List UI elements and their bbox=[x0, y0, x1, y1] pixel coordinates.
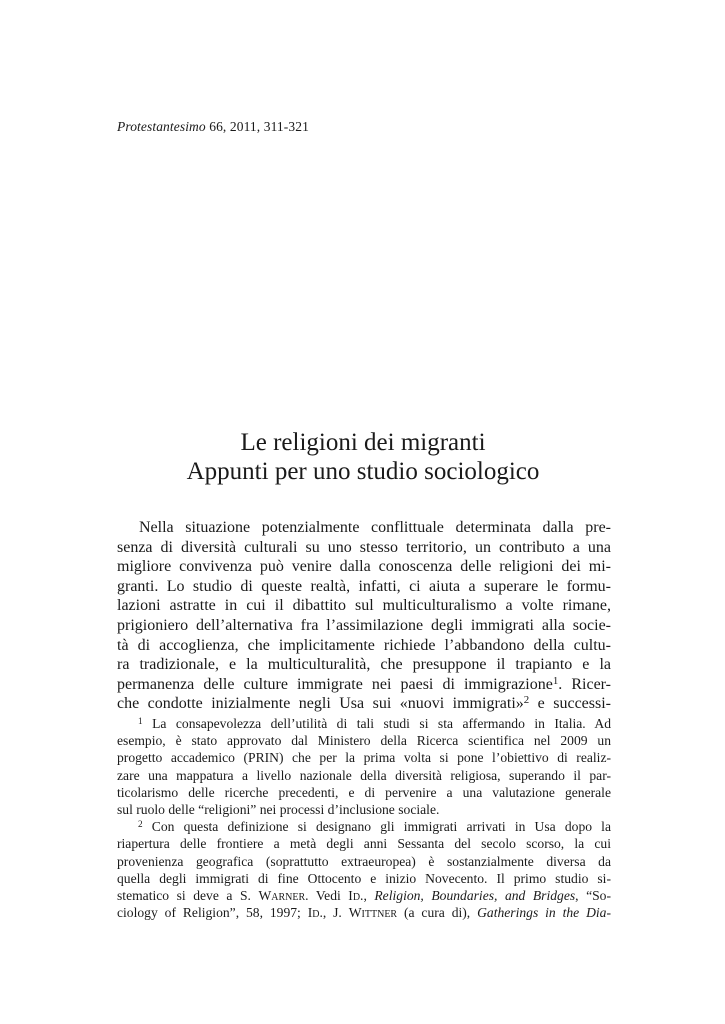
body-line: lazioni astratte in cui il dibattito sul multiculturalismo a volte rimane, bbox=[117, 597, 611, 615]
author-name: Wittner bbox=[348, 905, 398, 921]
running-header bbox=[117, 119, 309, 135]
footnote-text: ciology of Religion”, 58, 1997; bbox=[117, 905, 308, 921]
footnote-line bbox=[117, 904, 611, 921]
footnote-1 bbox=[117, 715, 611, 732]
body-text-segment: . Ricer- bbox=[558, 675, 611, 693]
body-text-segment: e successi- bbox=[529, 695, 612, 713]
footnote-number: 2 bbox=[138, 818, 143, 829]
author-name: Warner bbox=[258, 887, 306, 903]
ibidem-abbrev: Id bbox=[348, 887, 361, 903]
footnote-text: (a cura di), bbox=[397, 905, 478, 921]
footnote-text: . Vedi bbox=[305, 887, 349, 903]
footnote-line: esempio, è stato approvato dal Ministero della Ricerca scientifica nel 2009 un bbox=[117, 733, 611, 749]
article-title bbox=[110, 428, 616, 486]
title-line-2: Appunti per uno studio sociologico bbox=[186, 458, 540, 485]
title-line-1: Le religioni dei migranti bbox=[240, 429, 486, 456]
body-paragraph bbox=[117, 518, 611, 714]
footnote-line: progetto accademico (PRIN) che per la prima volta si pone l’obiettivo di realiz- bbox=[117, 750, 611, 766]
footnote-ref-2[interactable]: 2 bbox=[523, 694, 530, 707]
footnote-line: zare una mappatura a livello nazionale della diversità religiosa, superando il par- bbox=[117, 767, 611, 783]
footnote-ref-1[interactable]: 1 bbox=[552, 674, 559, 687]
footnote-text: ., bbox=[360, 887, 375, 903]
body-line bbox=[117, 675, 611, 695]
body-line: senza di diversità culturali su uno stesso territorio, un contributo a una bbox=[117, 538, 611, 556]
footnote-line: ticolarismo delle ricerche precedenti, e di pervenire a una valutazione generale bbox=[117, 784, 611, 800]
journal-citation: 66, 2011, 311-321 bbox=[205, 119, 309, 134]
footnote-text: Con questa definizione si designano gli immigrati arrivati in Usa dopo la bbox=[142, 819, 611, 835]
footnote-text: , “So- bbox=[575, 887, 611, 903]
body-text-segment: permanenza delle culture immigrate nei paesi di immigrazione bbox=[117, 675, 553, 693]
body-line: Nella situazione potenzialmente conflittuale determinata dalla pre- bbox=[139, 519, 611, 536]
footnote-line: sul ruolo delle “religioni” nei processi d’inclusione sociale. bbox=[117, 801, 440, 817]
footnote-line bbox=[117, 887, 611, 904]
footnote-2 bbox=[117, 818, 611, 835]
footnote-number: 1 bbox=[138, 715, 143, 726]
body-line: tà di accoglienza, che implicitamente richiede l’abbandono della cultu- bbox=[117, 636, 611, 654]
body-text-segment: che condotte inizialmente negli Usa sui «nuovi immigrati» bbox=[117, 695, 524, 713]
footnote-text: ., J. bbox=[319, 905, 349, 921]
ibidem-abbrev: Id bbox=[307, 905, 320, 921]
body-line: migliore convivenza può venire dalla conoscenza delle religioni dei mi- bbox=[117, 558, 611, 576]
body-line bbox=[117, 694, 611, 714]
journal-name: Protestantesimo bbox=[117, 119, 206, 134]
footnote-line: provenienza geografica (soprattutto extraeuropea) è sostanzialmente diversa da bbox=[117, 853, 611, 869]
book-title: Religion, Boundaries, and Bridges bbox=[374, 887, 576, 903]
book-title: Gatherings in the Dia- bbox=[477, 905, 611, 921]
footnote-text: La consapevolezza dell’utilità di tali studi si sta affermando in Italia. Ad bbox=[142, 716, 611, 731]
body-line: prigioniero dell’alternativa fra l’assimilazione degli immigrati alla socie- bbox=[117, 616, 611, 634]
footnote-line: riapertura delle frontiere a metà degli anni Sessanta del secolo scorso, la cui bbox=[117, 836, 611, 852]
footnote-line: quella degli immigrati di fine Ottocento e inizio Novecento. Il primo studio si- bbox=[117, 870, 611, 886]
footnotes bbox=[117, 715, 611, 921]
body-line: granti. Lo studio di queste realtà, infatti, ci aiuta a superare le formu- bbox=[117, 577, 611, 595]
body-line: ra tradizionale, e la multiculturalità, che presuppone il trapianto e la bbox=[117, 656, 611, 674]
footnote-text: stematico si deve a S. bbox=[117, 887, 259, 903]
